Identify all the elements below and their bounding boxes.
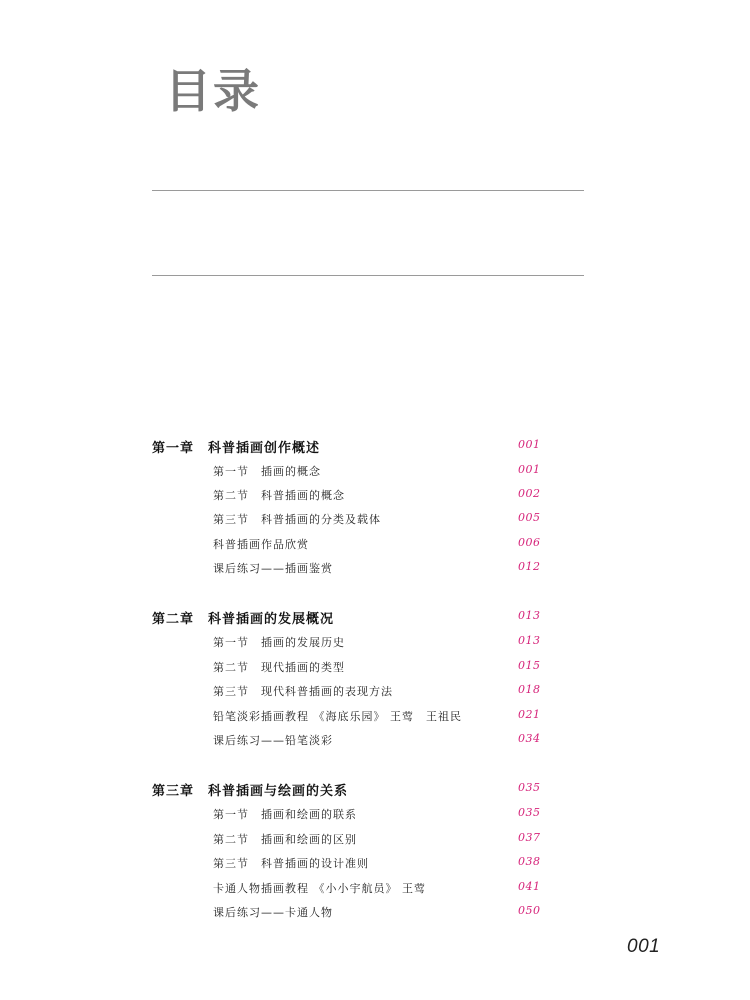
toc-page-number: 034 [518, 732, 541, 745]
toc-section[interactable] [0, 904, 750, 924]
toc-section[interactable] [0, 463, 750, 483]
toc-section[interactable] [0, 536, 750, 556]
toc-section[interactable] [0, 855, 750, 875]
toc-page-number: 001 [518, 463, 541, 476]
toc-page-number: 038 [518, 855, 541, 868]
toc-label: 课后练习——插画鉴赏 [213, 562, 333, 575]
toc-label: 卡通人物插画教程 《小小宇航员》 王莺 [213, 882, 426, 895]
toc-page-number: 021 [518, 708, 541, 721]
toc-page-number: 035 [518, 781, 541, 794]
toc-page-number: 041 [518, 880, 541, 893]
toc-label: 第二章 科普插画的发展概况 [152, 612, 335, 627]
toc-label: 第三章 科普插画与绘画的关系 [152, 784, 349, 799]
toc-section[interactable] [0, 511, 750, 531]
toc-label: 科普插画作品欣赏 [213, 538, 309, 551]
toc-label: 第二节 科普插画的概念 [213, 489, 345, 502]
page-number: 001 [627, 936, 661, 957]
toc-section[interactable] [0, 487, 750, 507]
toc-page-number: 006 [518, 536, 541, 549]
toc-page-number: 001 [518, 438, 541, 451]
toc-label: 第一节 插画和绘画的联系 [213, 808, 357, 821]
toc-label: 铅笔淡彩插画教程 《海底乐园》 王莺 王祖民 [213, 710, 462, 723]
toc-label: 第一节 插画的概念 [213, 465, 321, 478]
toc-label: 第三节 科普插画的设计准则 [213, 857, 369, 870]
toc-label: 第一章 科普插画创作概述 [152, 441, 321, 456]
toc-page-number: 037 [518, 831, 541, 844]
toc-chapter[interactable] [0, 608, 750, 628]
toc-label: 课后练习——卡通人物 [213, 906, 333, 919]
toc-section[interactable] [0, 831, 750, 851]
toc-page-number: 013 [518, 609, 541, 622]
toc-page-number: 005 [518, 511, 541, 524]
toc-page-number: 018 [518, 683, 541, 696]
toc-section[interactable] [0, 659, 750, 679]
toc-label: 第三节 科普插画的分类及载体 [213, 513, 381, 526]
page-title: 目录 [165, 64, 261, 118]
toc-section[interactable] [0, 708, 750, 728]
toc-page-number: 013 [518, 634, 541, 647]
toc-page-number: 002 [518, 487, 541, 500]
toc-section[interactable] [0, 683, 750, 703]
toc-section[interactable] [0, 806, 750, 826]
toc-label: 第一节 插画的发展历史 [213, 636, 345, 649]
toc-chapter[interactable] [0, 780, 750, 800]
toc-page-number: 035 [518, 806, 541, 819]
toc-label: 第二节 插画和绘画的区别 [213, 833, 357, 846]
toc-label: 第三节 现代科普插画的表现方法 [213, 685, 393, 698]
toc-label: 第二节 现代插画的类型 [213, 661, 345, 674]
toc-page-number: 015 [518, 659, 541, 672]
toc-label: 课后练习——铅笔淡彩 [213, 734, 333, 747]
toc-page-number: 012 [518, 560, 541, 573]
toc-section[interactable] [0, 634, 750, 654]
toc-page-number: 050 [518, 904, 541, 917]
toc-section[interactable] [0, 880, 750, 900]
toc-section[interactable] [0, 732, 750, 752]
toc-chapter[interactable] [0, 437, 750, 457]
toc-section[interactable] [0, 560, 750, 580]
